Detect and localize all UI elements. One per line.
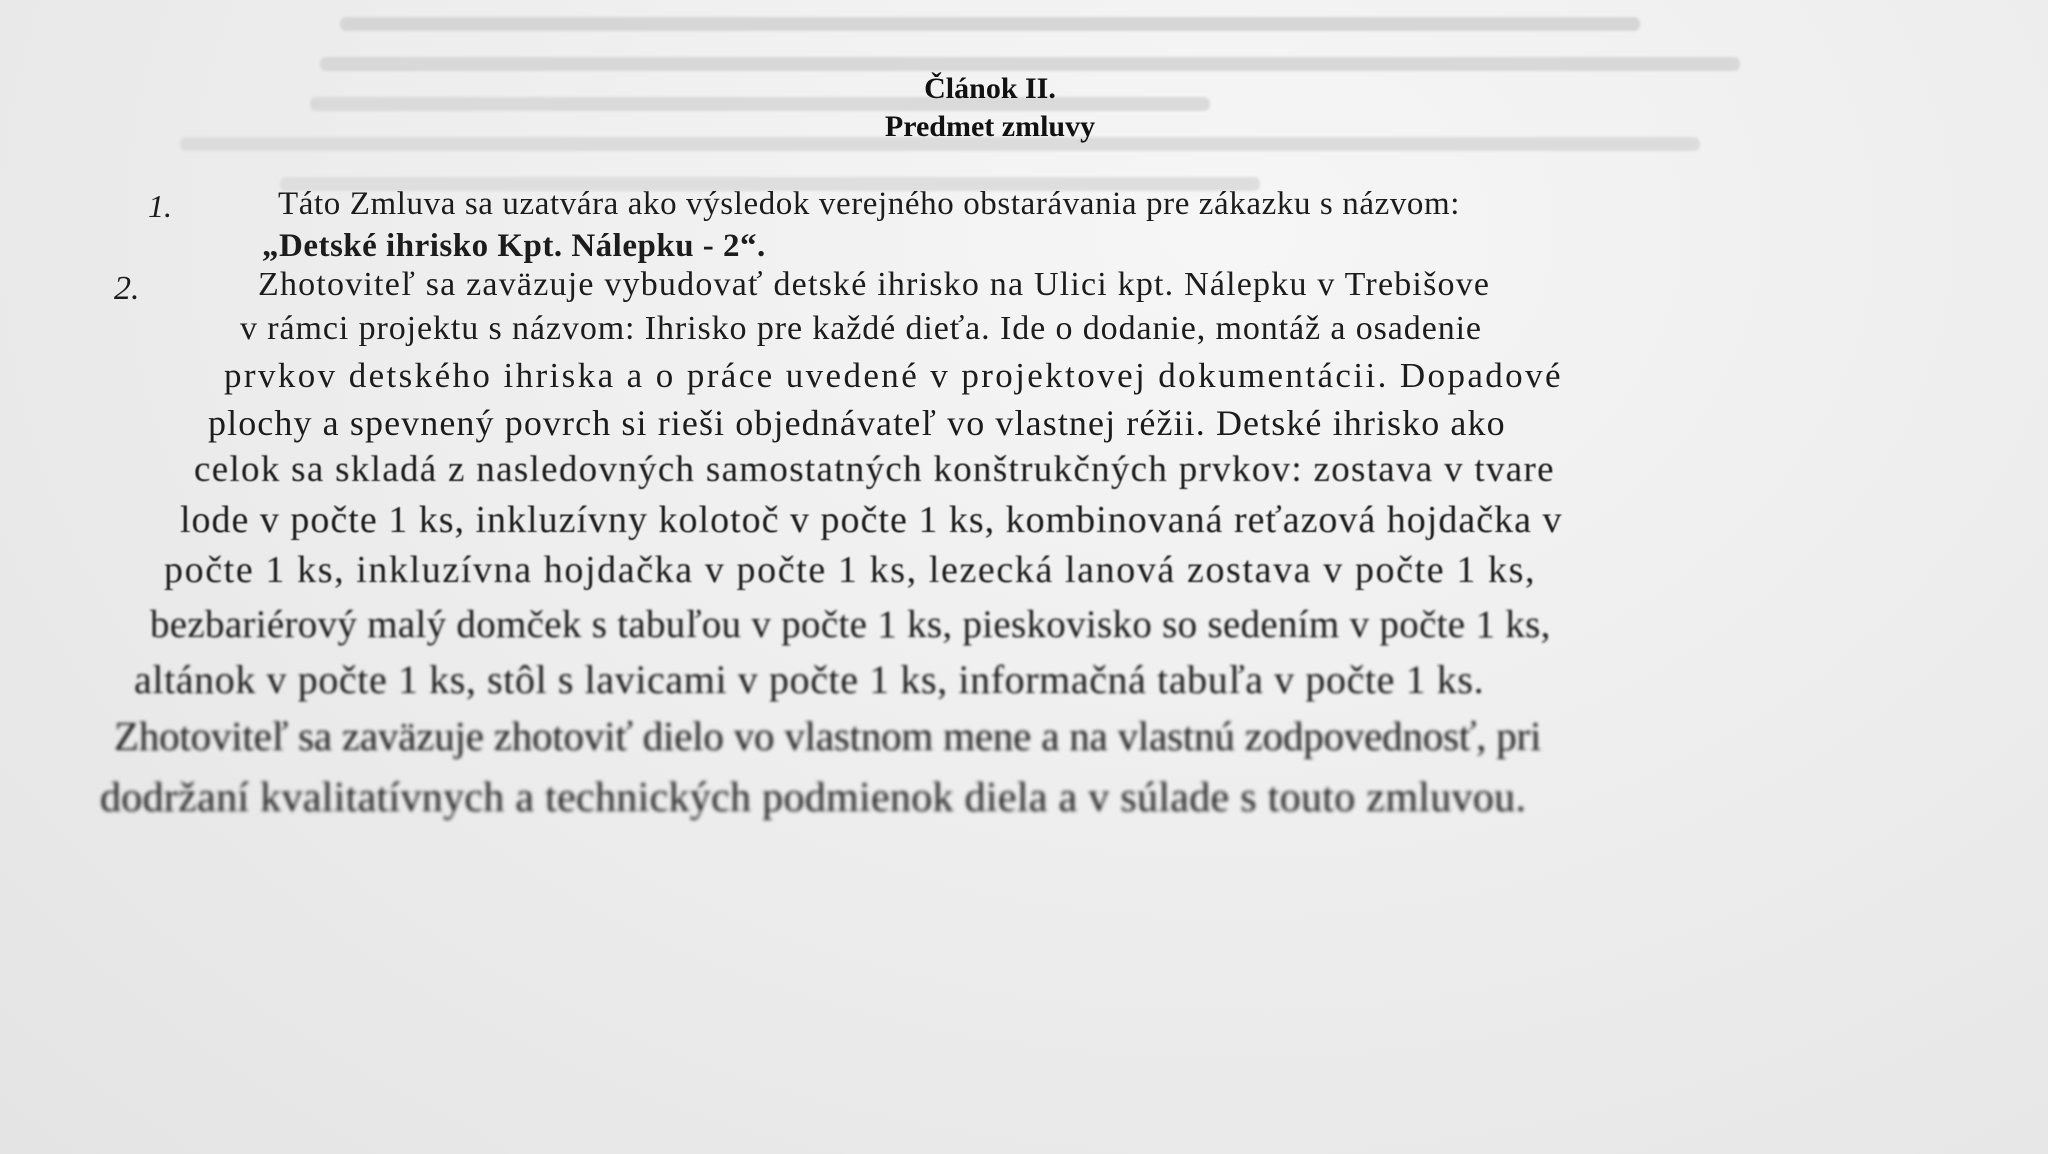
item-text-line: bezbariérový malý domček s tabuľou v počte 1 ks, pieskovisko so sedením v počte 1 ks, [150,603,1551,646]
item-text-line: Zhotoviteľ sa zaväzuje vybudovať detské ihrisko na Ulici kpt. Nálepku v Trebišove [258,266,1491,303]
item-text-line: lode v počte 1 ks, inkluzívny kolotoč v počte 1 ks, kombinovaná reťazová hojdačka v [180,499,1563,541]
item-number: 2. [114,270,140,307]
item-text-line: plochy a spevnený povrch si rieši objednávateľ vo vlastnej réžii. Detské ihrisko ako [208,403,1506,443]
item-text-line: dodržaní kvalitatívnych a technických podmienok diela a v súlade s touto zmluvou. [100,775,1527,821]
item-text-line: počte 1 ks, inkluzívna hojdačka v počte 1 ks, lezecká lanová zostava v počte 1 ks, [164,549,1537,591]
article-subject: Predmet zmluvy [884,110,1096,143]
item-text-line: altánok v počte 1 ks, stôl s lavicami v počte 1 ks, informačná tabuľa v počte 1 ks. [134,657,1485,702]
item-text-line: v rámci projektu s názvom: Ihrisko pre každé dieťa. Ide o dodanie, montáž a osadenie [240,310,1482,347]
item-text-line: prvkov detského ihriska a o práce uvedené v projektovej dokumentácii. Dopadové [224,356,1563,395]
item-text-line: Zhotoviteľ sa zaväzuje zhotoviť dielo vo vlastnom mene a na vlastnú zodpovednosť, pri [114,713,1542,759]
item-text-line: „Detské ihrisko Kpt. Nálepku - 2“. [262,228,766,264]
item-text-line: Táto Zmluva sa uzatvára ako výsledok verejného obstarávania pre zákazku s názvom: [278,186,1461,222]
item-number: 1. [148,188,172,224]
item-text-line: celok sa skladá z nasledovných samostatných konštrukčných prvkov: zostava v tvare [194,449,1555,490]
article-heading: Článok II. [924,72,1056,105]
